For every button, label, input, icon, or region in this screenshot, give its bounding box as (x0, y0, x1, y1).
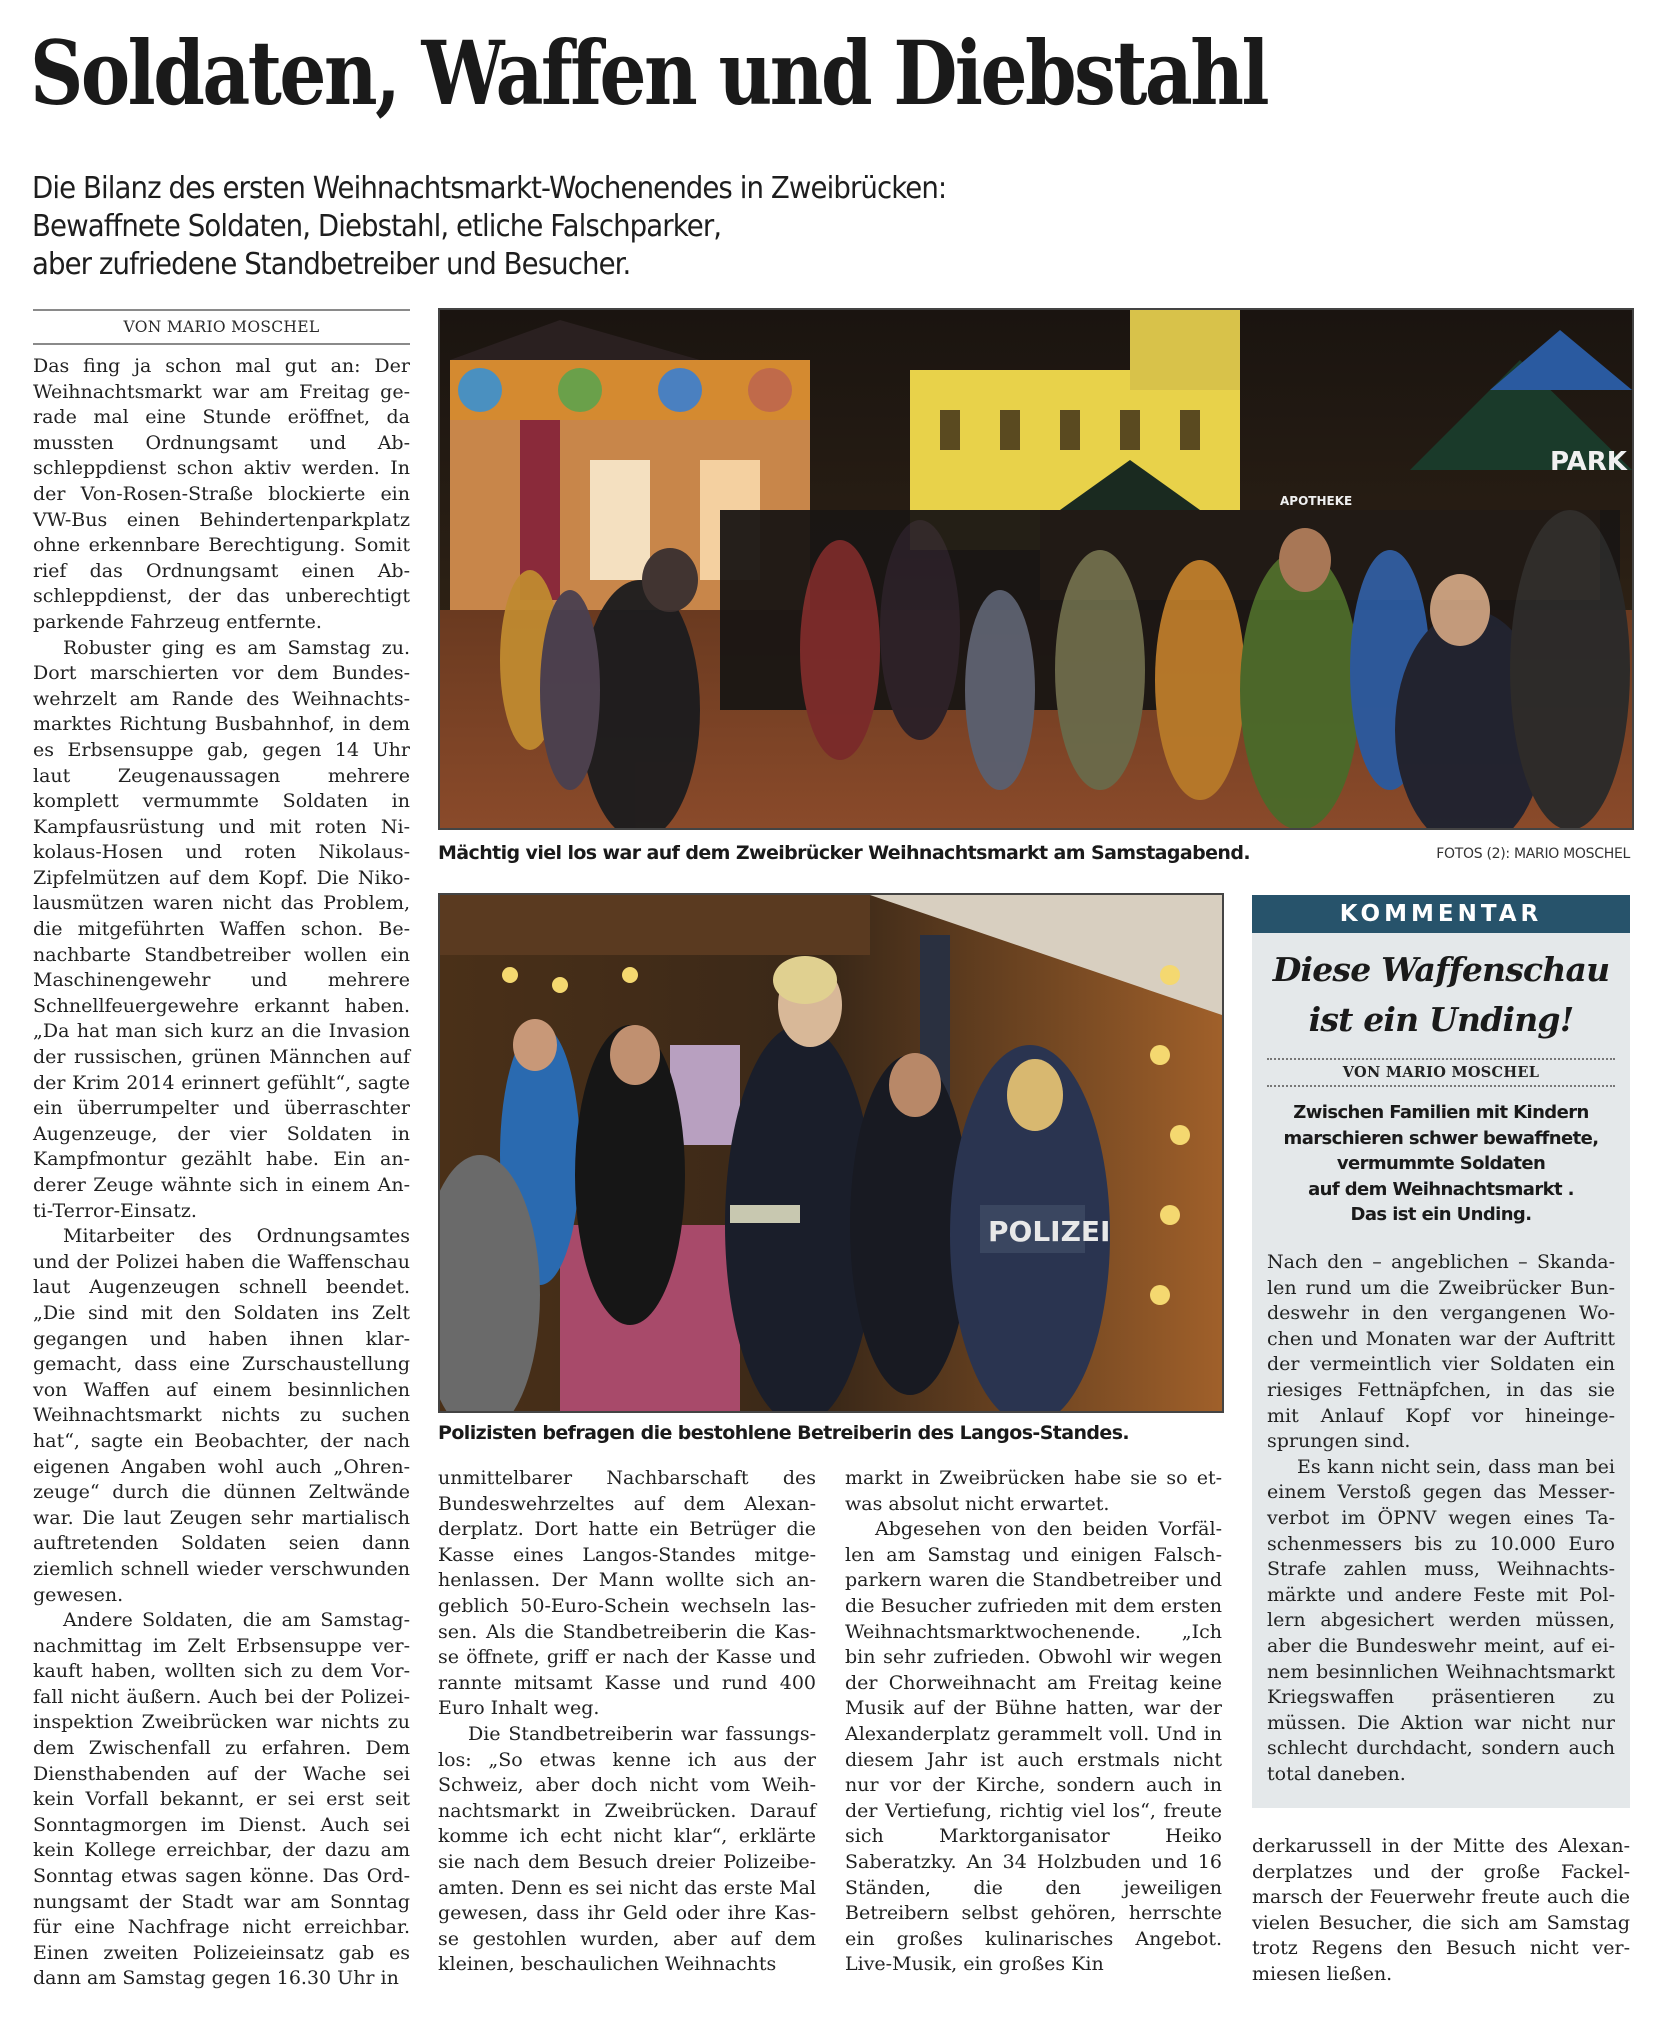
kommentar-byline: VON MARIO MOSCHEL (1342, 1064, 1540, 1081)
paragraph: Es kann nicht sein, dass man bei einem Verstoß gegen das Messerverbot im ÖPNV wegen eines Taschenmessers bis zu 10.000 Euro Strafe zahlen muss, Weihnachtsmärkte und andere Feste mit Pollern abgesichert werden müssen, aber die Bundeswehr meint, auf einem besinnlichen Weihnachtsmarkt Kriegswaffen präsentieren zu müssen. Die Aktion war nicht nur schlecht durchdacht, sondern auch total daneben. (1267, 1455, 1615, 1785)
deck-line: aber zufriedene Standbetreiber und Besucher. (32, 247, 631, 282)
deck (32, 170, 1136, 284)
kommentar-lead-line: auf dem Weihnachtsmarkt . (1308, 1178, 1574, 1200)
kommentar-lead-line: vermummte Soldaten (1336, 1153, 1546, 1174)
kommentar-title-line: ist ein Unding! (1308, 1000, 1574, 1039)
kommentar-body (1267, 1250, 1615, 1787)
kommentar-rule-top (1267, 1058, 1615, 1060)
byline: VON MARIO MOSCHEL (123, 318, 320, 336)
paragraph: Andere Soldaten, die am Samstagnachmittag im Zelt Erbsensuppe verkauft haben, wollten sich zu dem Vorfall nicht äußern. Auch bei der Polizeiinspektion Zweibrücken war nichts zu dem Zwischenfall zu erfahren. Dem Diensthabenden auf der Wache sei kein Vorfall bekannt, er sei erst seit Sonntagmorgen im Dienst. Auch sei kein Kollege erreichbar, der dazu am Sonntag etwas sagen könne. Das Ordnungsamt der Stadt war am Sonntag für eine Nachfrage nicht erreichbar. Einen zweiten Polizeieinsatz gab es dann am Samstag gegen 16.30 Uhr in (33, 1609, 410, 1990)
paragraph: markt in Zweibrücken habe sie so etwas absolut nicht erwartet. (845, 1467, 1222, 1515)
kommentar-lead (1252, 1100, 1630, 1228)
kommentar-lead-line: Zwischen Familien mit Kindern (1293, 1102, 1589, 1123)
paragraph: Das fing ja schon mal gut an: Der Weihnachtsmarkt war am Freitag gerade mal eine Stunde eröffnet, da mussten Ordnungsamt und Abschleppdienst schon aktiv werden. In der Von-Rosen-Straße blockierte ein VW-Bus einen Behindertenparkplatz ohne erkennbare Berechtigung. Somit rief das Ordnungsamt einen Abschleppdienst, der das unberechtigt parkende Fahrzeug entfernte. (33, 355, 410, 633)
deck-line: Die Bilanz des ersten Weihnachtsmarkt-Wochenendes in Zweibrücken: (32, 171, 947, 206)
paragraph: Mitarbeiter des Ordnungsamtes und der Polizei haben die Waffenschau laut Augenzeugen schnell beendet. „Die sind mit den Soldaten ins Zelt gegangen und haben ihnen klargemacht, dass eine Zurschaustellung von Waffen auf einem besinnlichen Weihnachtsmarkt nichts zu suchen hat“, sagte ein Beobachter, der nach eigenen Angaben wohl auch „Ohrenzeuge“ durch die dünnen Zeltwände war. Die laut Zeugen sehr martialisch auftretenden Soldaten seien dann ziemlich schnell wieder verschwunden gewesen. (33, 1225, 410, 1606)
paragraph: Nach den – angeblichen – Skandalen rund um die Zweibrücker Bundeswehr in den vergangenen Wochen und Monaten war der Auftritt der vermeintlich vier Soldaten ein riesiges Fettnäpfchen, in das sie mit Anlauf Kopf vor hineingesprungen sind. (1267, 1251, 1615, 1453)
photo-caption-1: Mächtig viel los war auf dem Zweibrücker Weihnachtsmarkt am Samstagabend. (438, 842, 1250, 864)
photo-christmas-market-crowd (438, 308, 1634, 830)
headline: Soldaten, Waffen und Diebstahl (30, 21, 1268, 125)
police-photo-illustration (440, 895, 1222, 1411)
article-column-4 (1252, 1834, 1630, 1988)
photo-credit: FOTOS (2): MARIO MOSCHEL (1436, 846, 1630, 862)
kommentar-label: KOMMENTAR (1252, 895, 1630, 933)
paragraph: Robuster ging es am Samstag zu. Dort marschierten vor dem Bundeswehrzelt am Rande des Weihnachtsmarktes Richtung Busbahnhof, in dem es Erbsensuppe gab, gegen 14 Uhr laut Zeugenaussagen mehrere komplett vermummte Soldaten in Kampfausrüstung und mit roten Nikolaus-Hosen und roten Nikolaus-Zipfelmützen auf dem Kopf. Die Nikolausmützen waren nicht das Problem, die mitgeführten Waffen schon. Benachbarte Standbetreiber wollen ein Maschinengewehr und mehrere Schnellfeuergewehre erkannt haben. „Da hat man sich kurz an die Invasion der russischen, grünen Männchen auf der Krim 2014 erinnert gefühlt“, sagte ein überrumpelter und überraschter Augenzeuge, der vier Soldaten in Kampfmontur gezählt habe. Ein anderer Zeuge wähnte sich in einem Anti-Terror-Einsatz. (33, 636, 410, 1222)
police-vest-label: POLIZEI (988, 1215, 1111, 1248)
crowd-photo-illustration (440, 310, 1632, 828)
photo-caption-2: Polizisten befragen die bestohlene Betreiberin des Langos-Standes. (438, 1422, 1130, 1444)
kommentar-title (1252, 945, 1630, 1045)
article-column-2 (438, 1466, 816, 1978)
deck-line: Bewaffnete Soldaten, Diebstahl, etliche Falschparker, (32, 209, 722, 244)
kommentar-title-line: Diese Waffenschau (1272, 950, 1610, 989)
kommentar-rule-bottom (1267, 1085, 1615, 1087)
paragraph: Die Standbetreiberin war fassungslos: „So etwas kenne ich aus der Schweiz, aber doch nicht vom Weihnachtsmarkt in Zweibrücken. Darauf komme ich echt nicht klar“, erklärte sie nach dem Besuch dreier Polizeibeamten. Denn es sei nicht das erste Mal gewesen, dass ihr Geld oder ihre Kasse gestohlen wurden, aber auf dem kleinen, beschaulichen Weihnachts (438, 1722, 816, 1976)
article-column-3 (845, 1466, 1222, 1978)
photo-police-at-stall (438, 893, 1224, 1413)
kommentar-lead-line: Das ist ein Unding. (1350, 1204, 1532, 1225)
pharmacy-sign: APOTHEKE (1280, 494, 1353, 508)
paragraph: unmittelbarer Nachbarschaft des Bundeswehrzeltes auf dem Alexanderplatz. Dort hatte ein Betrüger die Kasse eines Langos-Standes mitgehenlassen. Der Mann wollte sich angeblich 50-Euro-Schein wechseln lassen. Als die Standbetreiberin die Kasse öffnete, griff er nach der Kasse und rannte mitsamt Kasse und rund 400 Euro Inhalt weg. (438, 1467, 816, 1720)
kommentar-lead-line: marschieren schwer bewaffnete, (1283, 1127, 1599, 1149)
byline-rule-bottom (33, 343, 410, 345)
paragraph: Abgesehen von den beiden Vorfällen am Samstag und einigen Falschparkern waren die Standbetreiber und die Besucher zufrieden mit dem ersten Weihnachtsmarktwochenende. „Ich bin sehr zufrieden. Obwohl wir wegen der Chorweihnacht am Freitag keine Musik auf der Bühne hatten, war der Alexanderplatz gerammelt voll. Und in diesem Jahr ist auch erstmals nicht nur vor der Kirche, sondern auch in der Vertiefung, richtig viel los“, freute sich Marktorganisator Heiko Saberatzky. An 34 Holzbuden und 16 Ständen, die den jeweiligen Betreibern selbst gehören, herrschte ein großes kulinarisches Angebot. Live-Musik, ein großes Kin (845, 1518, 1222, 1976)
byline-rule-top (33, 309, 410, 311)
paragraph: derkarussell in der Mitte des Alexanderplatzes und der große Fackelmarsch der Feuerwehr freute auch die vielen Besucher, die sich am Samstag trotz Regens den Besuch nicht vermiesen ließen. (1252, 1835, 1630, 1985)
umbrella-sign-park: PARK (1550, 447, 1627, 477)
article-column-1 (33, 354, 410, 1992)
